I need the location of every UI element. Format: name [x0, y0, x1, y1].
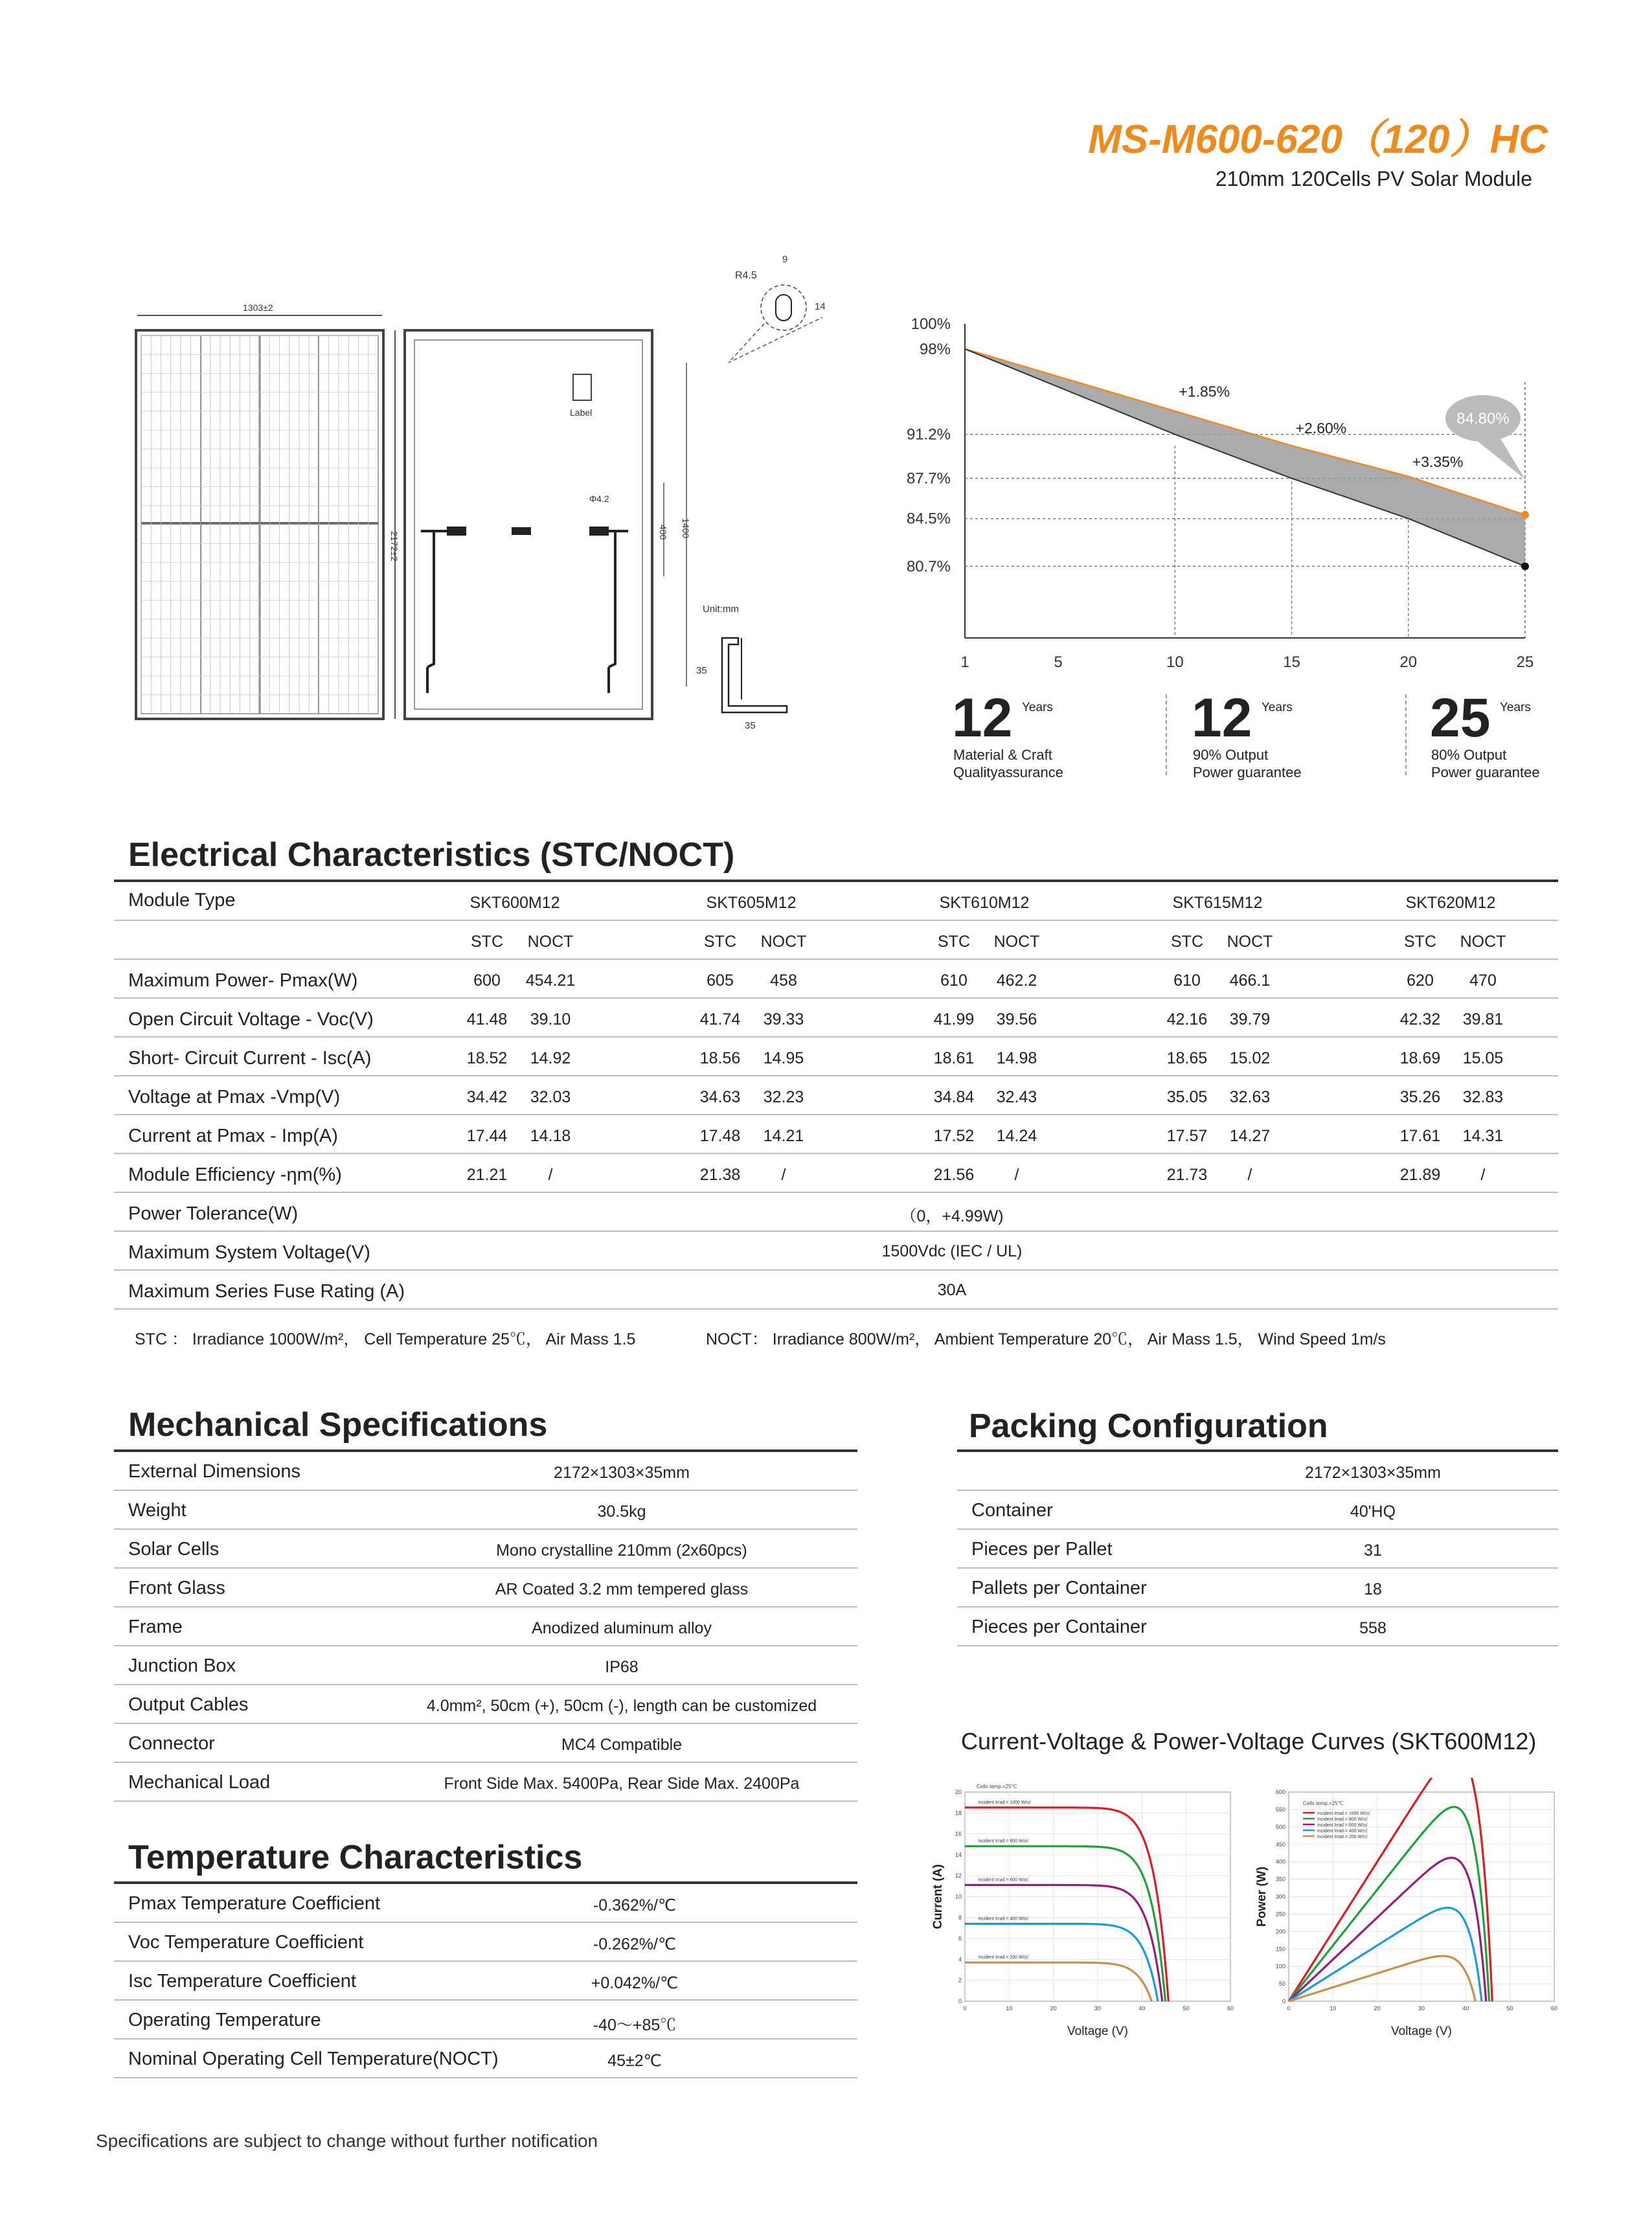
deg-x-tick: 5	[1054, 653, 1063, 671]
mechanical-value: Anodized aluminum alloy	[532, 1619, 712, 1637]
cell-grid	[141, 335, 378, 714]
deg-y-tick: 91.2%	[906, 426, 951, 444]
curve-irradiance-label: Incident Irrad.= 200 W/㎡	[978, 1955, 1029, 1960]
stc-value: 17.44	[466, 1127, 508, 1145]
model-title: MS-M600-620（120）HC	[1088, 117, 1548, 162]
stc-value: 21.21	[466, 1166, 508, 1184]
curve-legend-label: Incident Irrad.= 400 W/㎡	[1317, 1829, 1368, 1834]
warranty-line2: Power guarantee	[1193, 764, 1302, 780]
temperature-label: Pmax Temperature Coefficient	[128, 1893, 381, 1914]
noct-header: NOCT	[760, 933, 807, 951]
pv-curve-chart	[1250, 1778, 1567, 2050]
mechanical-value: IP68	[605, 1658, 639, 1676]
stc-value: 42.32	[1399, 1010, 1441, 1028]
curve-y-tick: 400	[1275, 1858, 1285, 1865]
warranty-unit: Years	[1022, 701, 1053, 714]
curve-line	[1289, 1956, 1475, 2001]
packing-top-value: 2172×1303×35mm	[1305, 1464, 1441, 1482]
stc-value: 21.89	[1399, 1166, 1441, 1184]
packing-value: 40'HQ	[1350, 1503, 1396, 1521]
frame-section	[696, 604, 787, 731]
noct-header: NOCT	[1227, 933, 1273, 951]
dim-1400: 1400	[681, 518, 691, 539]
stc-value: 610	[940, 971, 967, 990]
electrical-heading: Electrical Characteristics (STC/NOCT)	[128, 836, 735, 874]
warranty-unit: Years	[1262, 701, 1293, 714]
temperature-label: Operating Temperature	[128, 2010, 321, 2030]
curve-y-tick: 200	[1275, 1928, 1285, 1935]
curve-y-tick: 16	[955, 1830, 962, 1837]
curve-line	[965, 1885, 1162, 2002]
warranty-box	[1423, 687, 1637, 784]
curve-x-tick: 50	[1506, 2005, 1513, 2012]
noct-value: 458	[770, 971, 797, 990]
noct-value: 39.56	[996, 1010, 1037, 1028]
stc-header: STC	[1171, 933, 1203, 951]
stc-value: 34.42	[466, 1088, 508, 1106]
electrical-row-label: Module Efficiency -ηm(%)	[128, 1164, 342, 1185]
noct-value: 32.83	[1462, 1088, 1504, 1106]
stc-value: 18.61	[933, 1049, 975, 1067]
stc-value: 18.65	[1166, 1049, 1208, 1067]
mechanical-value: Mono crystalline 210mm (2x60pcs)	[496, 1541, 747, 1560]
d14-dimension: 14	[815, 301, 826, 312]
temperature-value: -40～+85℃	[593, 2016, 677, 2034]
electrical-row-label: Maximum Power- Pmax(W)	[128, 970, 358, 991]
mechanical-label: Solar Cells	[128, 1539, 220, 1560]
noct-value: 14.98	[996, 1049, 1037, 1067]
curve-x-tick: 30	[1094, 2005, 1102, 2012]
temperature-label: Isc Temperature Coefficient	[128, 1971, 356, 1992]
packing-label: Container	[971, 1500, 1053, 1521]
noct-value: 454.21	[525, 971, 576, 990]
dim-400: 400	[658, 525, 668, 540]
noct-value: 32.43	[996, 1088, 1037, 1106]
noct-value: 15.05	[1462, 1049, 1504, 1067]
deg-gain-label: +2.60%	[1295, 419, 1347, 437]
deg-end-point-top	[1521, 511, 1529, 519]
temperature-label: Nominal Operating Cell Temperature(NOCT)	[128, 2049, 499, 2069]
noct-value: 15.02	[1229, 1049, 1271, 1067]
width-dimension: 1303±2	[243, 302, 273, 313]
curve-y-tick: 550	[1275, 1806, 1285, 1813]
curve-y-tick: 350	[1275, 1876, 1285, 1883]
stc-value: 41.74	[699, 1010, 741, 1028]
curve-line	[965, 1962, 1151, 2001]
curve-y-tick: 0	[958, 1998, 962, 2005]
curve-x-tick: 50	[1182, 2005, 1190, 2012]
noct-value: 32.63	[1229, 1088, 1271, 1106]
curve-x-tick: 60	[1227, 2005, 1234, 2012]
electrical-span-label: Power Tolerance(W)	[128, 1203, 299, 1224]
curve-legend-label: Incident Irrad.= 600 W/㎡	[1317, 1823, 1368, 1828]
curve-y-tick: 500	[1275, 1823, 1285, 1830]
curve-x-tick: 0	[963, 2005, 967, 2012]
warranty-number: 25	[1430, 687, 1491, 748]
stc-value: 34.84	[933, 1088, 975, 1106]
model-name: SKT615M12	[1172, 894, 1263, 912]
packing-value: 31	[1364, 1541, 1382, 1560]
noct-value: /	[781, 1166, 786, 1184]
frame-35b: 35	[745, 720, 756, 731]
mechanical-label: Junction Box	[128, 1655, 236, 1676]
noct-value: 39.33	[763, 1010, 804, 1028]
packing-value: 18	[1364, 1580, 1382, 1598]
stc-value: 41.99	[933, 1010, 975, 1028]
curve-y-tick: 14	[955, 1851, 962, 1858]
back-view	[405, 330, 691, 719]
curve-y-tick: 300	[1275, 1893, 1285, 1900]
curve-y-tick: 0	[1282, 1998, 1285, 2005]
degradation-chart	[894, 304, 1554, 680]
noct-value: 14.31	[1462, 1127, 1504, 1145]
deg-end-point-bottom	[1521, 562, 1529, 570]
curve-x-tick: 30	[1418, 2005, 1425, 2012]
warranty-box	[1185, 687, 1399, 784]
curve-y-tick: 6	[958, 1935, 962, 1942]
footer-note: Specifications are subject to change without further notification	[96, 2131, 598, 2151]
warranty-line2: Qualityassurance	[953, 764, 1063, 780]
noct-note: NOCT： Irradiance 800W/m²， Ambient Temperature 20℃， Air Mass 1.5， Wind Speed 1m/s	[706, 1330, 1386, 1348]
warranty-line2: Power guarantee	[1431, 764, 1540, 780]
module-type-label: Module Type	[128, 890, 236, 911]
curve-x-tick: 40	[1462, 2005, 1469, 2012]
stc-header: STC	[704, 933, 736, 951]
mechanical-value: 30.5kg	[597, 1503, 646, 1521]
deg-x-tick: 1	[960, 653, 969, 671]
stc-value: 18.69	[1399, 1049, 1441, 1067]
electrical-span-label: Maximum System Voltage(V)	[128, 1242, 370, 1263]
curve-y-tick: 450	[1275, 1841, 1285, 1848]
height-dimension: 2172±2	[389, 531, 400, 562]
mechanical-value: 2172×1303×35mm	[554, 1464, 690, 1482]
curve-x-tick: 0	[1287, 2005, 1291, 2012]
stc-value: 18.56	[699, 1049, 741, 1067]
curve-x-tick: 20	[1374, 2005, 1381, 2012]
temperature-value: -0.262%/℃	[593, 1935, 677, 1953]
curve-x-tick: 40	[1138, 2005, 1146, 2012]
stc-value: 600	[473, 971, 501, 990]
curve-x-tick: 10	[1330, 2005, 1337, 2012]
stc-value: 21.56	[933, 1166, 975, 1184]
stc-value: 605	[707, 971, 734, 990]
curve-y-tick: 50	[1278, 1981, 1285, 1988]
curve-legend-label: Incident Irrad.= 1000 W/㎡	[1317, 1811, 1370, 1816]
deg-gain-label: +1.85%	[1179, 383, 1230, 400]
warranty-divider	[1166, 694, 1167, 775]
temperature-label: Voc Temperature Coefficient	[128, 1932, 364, 1953]
warranty-line1: Material & Craft	[953, 747, 1052, 763]
curve-legend-label: Incident Irrad.= 800 W/㎡	[1317, 1817, 1368, 1822]
curve-legend-label: Incident Irrad.= 200 W/㎡	[1317, 1835, 1368, 1839]
deg-y-tick: 87.7%	[906, 470, 951, 488]
electrical-span-value: 1500Vdc (IEC / UL)	[881, 1242, 1023, 1260]
mechanical-label: Front Glass	[128, 1578, 225, 1598]
deg-y-tick: 100%	[911, 315, 951, 333]
packing-heading: Packing Configuration	[969, 1407, 1328, 1445]
curve-y-tick: 8	[958, 1914, 962, 1921]
cells-temp-text: Cells temp.=25℃	[977, 1784, 1017, 1789]
noct-value: 14.95	[763, 1049, 804, 1067]
packing-label: Pieces per Container	[971, 1617, 1147, 1637]
warranty-line1: 80% Output	[1431, 747, 1507, 763]
warranty-unit: Years	[1500, 701, 1531, 714]
noct-value: 32.23	[763, 1088, 804, 1106]
curve-y-tick: 600	[1275, 1789, 1285, 1795]
noct-value: 470	[1469, 971, 1497, 990]
callout-text: 84.80%	[1456, 410, 1510, 427]
label-text: Label	[570, 407, 593, 418]
warranty-number: 12	[952, 687, 1013, 748]
curve-x-tick: 60	[1550, 2005, 1558, 2012]
d9-dimension: 9	[782, 254, 788, 265]
curve-irradiance-label: Incident Irrad.= 1000 W/㎡	[978, 1800, 1032, 1805]
noct-value: 32.03	[530, 1088, 571, 1106]
stc-header: STC	[1404, 933, 1436, 951]
stc-value: 41.48	[466, 1010, 508, 1028]
temperature-value: +0.042%/℃	[591, 1974, 679, 1992]
stc-header: STC	[471, 933, 503, 951]
mechanical-label: Weight	[128, 1500, 187, 1521]
warranty-line1: 90% Output	[1193, 747, 1269, 763]
deg-y-tick: 80.7%	[906, 558, 951, 576]
mechanical-value: AR Coated 3.2 mm tempered glass	[495, 1580, 749, 1598]
stc-value: 610	[1173, 971, 1201, 990]
noct-value: /	[548, 1166, 553, 1184]
stc-header: STC	[938, 933, 970, 951]
warranty-divider	[1405, 694, 1407, 775]
stc-value: 21.38	[699, 1166, 741, 1184]
noct-header: NOCT	[1460, 933, 1506, 951]
mechanical-label: Connector	[128, 1733, 215, 1754]
curve-y-tick: 20	[955, 1789, 962, 1795]
electrical-span-value: （0，+4.99W)	[900, 1207, 1004, 1225]
electrical-row-label: Voltage at Pmax -Vmp(V)	[128, 1087, 341, 1107]
front-view	[136, 302, 400, 719]
stc-value: 35.05	[1166, 1088, 1208, 1106]
noct-value: 466.1	[1229, 971, 1271, 990]
temperature-value: -0.362%/℃	[593, 1896, 677, 1914]
deg-y-tick: 98%	[919, 340, 951, 358]
stc-value: 17.57	[1166, 1127, 1208, 1145]
electrical-row-label: Short- Circuit Current - Isc(A)	[128, 1048, 372, 1069]
deg-x-tick: 10	[1166, 653, 1184, 671]
stc-value: 17.61	[1399, 1127, 1441, 1145]
model-name: SKT620M12	[1405, 894, 1496, 912]
deg-x-tick: 25	[1516, 653, 1534, 671]
warranty-section	[945, 687, 1567, 784]
curve-y-tick: 250	[1275, 1911, 1285, 1918]
module-type-row	[114, 881, 1558, 921]
temperature-value: 45±2℃	[607, 2052, 662, 2070]
electrical-span-value: 30A	[937, 1281, 967, 1299]
curve-y-tick: 100	[1275, 1963, 1285, 1970]
deg-x-tick: 20	[1399, 653, 1418, 671]
deg-gain-label: +3.35%	[1412, 453, 1464, 471]
curve-xlabel: Voltage (V)	[1391, 2025, 1452, 2038]
stc-value: 17.52	[933, 1127, 975, 1145]
packing-value: 558	[1359, 1619, 1386, 1637]
frame-35a: 35	[696, 665, 707, 676]
mechanical-label: Mechanical Load	[128, 1772, 271, 1793]
temperature-heading: Temperature Characteristics	[128, 1839, 583, 1876]
curve-irradiance-label: Incident Irrad.= 600 W/㎡	[978, 1878, 1029, 1883]
iv-curve-chart	[926, 1778, 1243, 2050]
model-name: SKT605M12	[706, 894, 797, 912]
curve-irradiance-label: Incident Irrad.= 400 W/㎡	[978, 1916, 1029, 1922]
packing-label: Pallets per Container	[971, 1578, 1147, 1598]
noct-value: 14.18	[530, 1127, 571, 1145]
noct-value: 14.92	[530, 1049, 571, 1067]
r45-dimension: R4.5	[735, 270, 757, 281]
curve-y-tick: 2	[958, 1977, 962, 1984]
stc-value: 17.48	[699, 1127, 741, 1145]
noct-value: 462.2	[996, 971, 1037, 990]
mechanical-heading: Mechanical Specifications	[128, 1406, 548, 1444]
curve-y-tick: 10	[955, 1893, 962, 1900]
warranty-box	[945, 687, 1159, 784]
curve-ylabel: Power (W)	[1255, 1867, 1269, 1927]
noct-value: 14.27	[1229, 1127, 1271, 1145]
curve-y-tick: 4	[958, 1956, 962, 1963]
stc-value: 21.73	[1166, 1166, 1208, 1184]
stc-value: 18.52	[466, 1049, 508, 1067]
mechanical-value: Front Side Max. 5400Pa, Rear Side Max. 2400Pa	[444, 1775, 800, 1793]
mechanical-label: External Dimensions	[128, 1461, 300, 1482]
noct-value: 14.21	[763, 1127, 804, 1145]
stc-noct-row	[114, 920, 1558, 960]
noct-value: /	[1014, 1166, 1019, 1184]
warranty-number: 12	[1192, 687, 1252, 748]
noct-header: NOCT	[527, 933, 574, 951]
electrical-row-label: Open Circuit Voltage - Voc(V)	[128, 1009, 374, 1030]
degradation-plot	[965, 349, 1529, 571]
curve-xlabel: Voltage (V)	[1067, 2025, 1128, 2038]
electrical-row-label: Current at Pmax - Imp(A)	[128, 1126, 338, 1146]
noct-value: 39.10	[530, 1010, 571, 1028]
module-drawing	[123, 246, 868, 751]
noct-value: /	[1480, 1166, 1486, 1184]
unit-text: Unit:mm	[703, 604, 739, 615]
deg-x-tick: 15	[1283, 653, 1300, 671]
curve-y-tick: 150	[1275, 1946, 1285, 1953]
mechanical-value: MC4 Compatible	[561, 1736, 683, 1754]
mechanical-value: 4.0mm², 50cm (+), 50cm (-), length can be customized	[426, 1697, 817, 1715]
deg-y-tick: 84.5%	[906, 510, 951, 528]
stc-value: 35.26	[1399, 1088, 1441, 1106]
hole-dimension: Φ4.2	[589, 494, 609, 504]
noct-value: 39.79	[1229, 1010, 1271, 1028]
noct-header: NOCT	[993, 933, 1040, 951]
stc-value: 42.16	[1166, 1010, 1208, 1028]
mechanical-label: Output Cables	[128, 1694, 249, 1715]
model-subtitle: 210mm 120Cells PV Solar Module	[1215, 167, 1532, 190]
packing-label: Pieces per Pallet	[971, 1539, 1113, 1560]
noct-value: 14.24	[996, 1127, 1037, 1145]
curve-y-tick: 12	[955, 1872, 962, 1880]
curve-y-tick: 18	[955, 1810, 962, 1817]
mechanical-label: Frame	[128, 1617, 183, 1637]
electrical-span-label: Maximum Series Fuse Rating (A)	[128, 1281, 405, 1302]
curves-heading: Current-Voltage & Power-Voltage Curves (SKT600M12)	[961, 1728, 1537, 1755]
noct-value: /	[1247, 1166, 1252, 1184]
model-name: SKT610M12	[939, 894, 1030, 912]
model-name: SKT600M12	[470, 894, 560, 912]
noct-value: 39.81	[1462, 1010, 1504, 1028]
curve-irradiance-label: Incident Irrad.= 800 W/㎡	[978, 1839, 1029, 1844]
stc-value: 34.63	[699, 1088, 741, 1106]
stc-note: STC ： Irradiance 1000W/m²， Cell Temperature 25℃， Air Mass 1.5	[135, 1330, 636, 1348]
curve-x-tick: 10	[1006, 2005, 1013, 2012]
cells-temp-text: Cells temp.=25℃	[1303, 1800, 1344, 1806]
stc-value: 620	[1407, 971, 1434, 990]
curve-ylabel: Current (A)	[931, 1864, 945, 1929]
hole-detail	[729, 254, 826, 363]
curve-x-tick: 20	[1050, 2005, 1057, 2012]
